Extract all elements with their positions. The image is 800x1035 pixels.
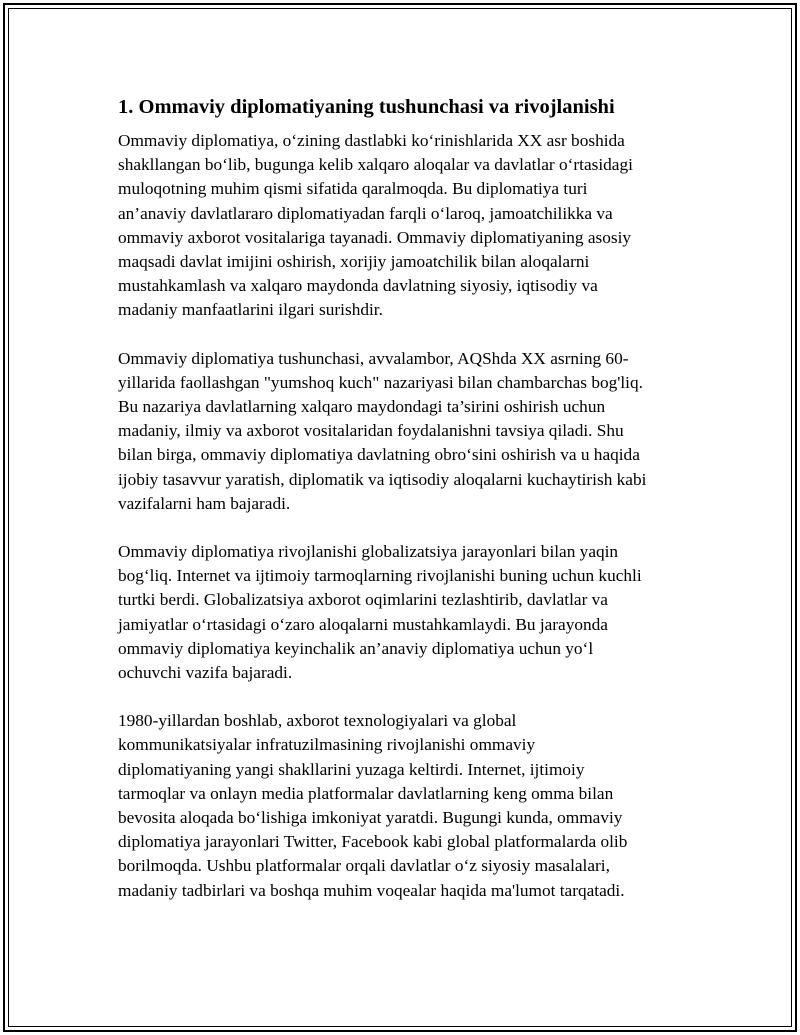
text-line: Ommaviy diplomatiya tushunchasi, avvalambor, AQShda XX asrning 60- <box>118 348 629 368</box>
text-line: Ommaviy diplomatiya rivojlanishi globalizatsiya jarayonlari bilan yaqin <box>118 542 619 562</box>
text-line: muloqotning muhim qismi sifatida qaralmoqda. Bu diplomatiya turi <box>118 179 588 199</box>
text-line: ommaviy diplomatiya keyinchalik an’anaviy diplomatiya uchun yo‘l <box>118 638 594 658</box>
text-line: madaniy, ilmiy va axborot vositalaridan foydalanishni tavsiya qiladi. Shu <box>118 421 624 441</box>
text-line: Ommaviy diplomatiya, o‘zining dastlabki ko‘rinishlarida XX asr boshida <box>118 131 625 150</box>
text-line: turtki berdi. Globalizatsiya axborot oqimlarini tezlashtirib, davlatlar va <box>118 590 608 610</box>
text-line: borilmoqda. Ushbu platformalar orqali davlatlar o‘z siyosiy masalalari, <box>118 856 610 876</box>
section-heading: 1. Ommaviy diplomatiyaning tushunchasi va rivojlanishi <box>118 96 615 118</box>
text-line: diplomatiya jarayonlari Twitter, Facebook kabi global platformalarda olib <box>118 832 628 852</box>
text-line: an’anaviy davlatlararo diplomatiyadan farqli o‘laroq, jamoatchilikka va <box>118 203 613 223</box>
paragraph-2 <box>118 347 678 516</box>
text-line: shakllangan bo‘lib, bugunga kelib xalqaro aloqalar va davlatlar o‘rtasidagi <box>118 155 633 175</box>
text-line: maqsadi davlat imijini oshirish, xorijiy jamoatchilik bilan aloqalarni <box>118 252 590 272</box>
text-line: bilan birga, ommaviy diplomatiya davlatning obro‘sini oshirish va u haqida <box>118 445 640 465</box>
text-line: 1980-yillardan boshlab, axborot texnologiyalari va global <box>118 711 517 731</box>
text-line: bog‘liq. Internet va ijtimoiy tarmoqlarning rivojlanishi buning uchun kuchli <box>118 566 642 586</box>
text-line: yillarida faollashgan "yumshoq kuch" nazariyasi bilan chambarchas bog'liq. <box>118 372 643 392</box>
text-line: Bu nazariya davlatlarning xalqaro maydondagi ta’sirini oshirish uchun <box>118 397 606 417</box>
paragraph-3 <box>118 540 678 685</box>
text-line: jamiyatlar o‘rtasidagi o‘zaro aloqalarni mustahkamlaydi. Bu jarayonda <box>118 614 608 634</box>
text-line: kommunikatsiyalar infratuzilmasining rivojlanishi ommaviy <box>118 735 536 755</box>
text-line: ommaviy axborot vositalariga tayanadi. Ommaviy diplomatiyaning asosiy <box>118 227 632 247</box>
text-line: madaniy tadbirlari va boshqa muhim voqealar haqida ma'lumot tarqatadi. <box>118 880 625 900</box>
text-line: bevosita aloqada bo‘lishiga imkoniyat yaratdi. Bugungi kunda, ommaviy <box>118 808 623 828</box>
text-line: ochuvchi vazifa bajaradi. <box>118 663 293 683</box>
text-line: diplomatiyaning yangi shakllarini yuzaga keltirdi. Internet, ijtimoiy <box>118 759 585 779</box>
text-line: vazifalarni ham bajaradi. <box>118 493 291 513</box>
paragraph-4 <box>118 709 678 903</box>
text-line: tarmoqlar va onlayn media platformalar davlatlarning keng omma bilan <box>118 783 614 803</box>
paragraph-1 <box>118 129 678 323</box>
text-line: ijobiy tasavvur yaratish, diplomatik va iqtisodiy aloqalarni kuchaytirish kabi <box>118 469 647 489</box>
text-line: madaniy manfaatlarini ilgari surishdir. <box>118 300 383 320</box>
text-line: mustahkamlash va xalqaro maydonda davlatning siyosiy, iqtisodiy va <box>118 276 598 296</box>
document-body <box>118 94 678 927</box>
